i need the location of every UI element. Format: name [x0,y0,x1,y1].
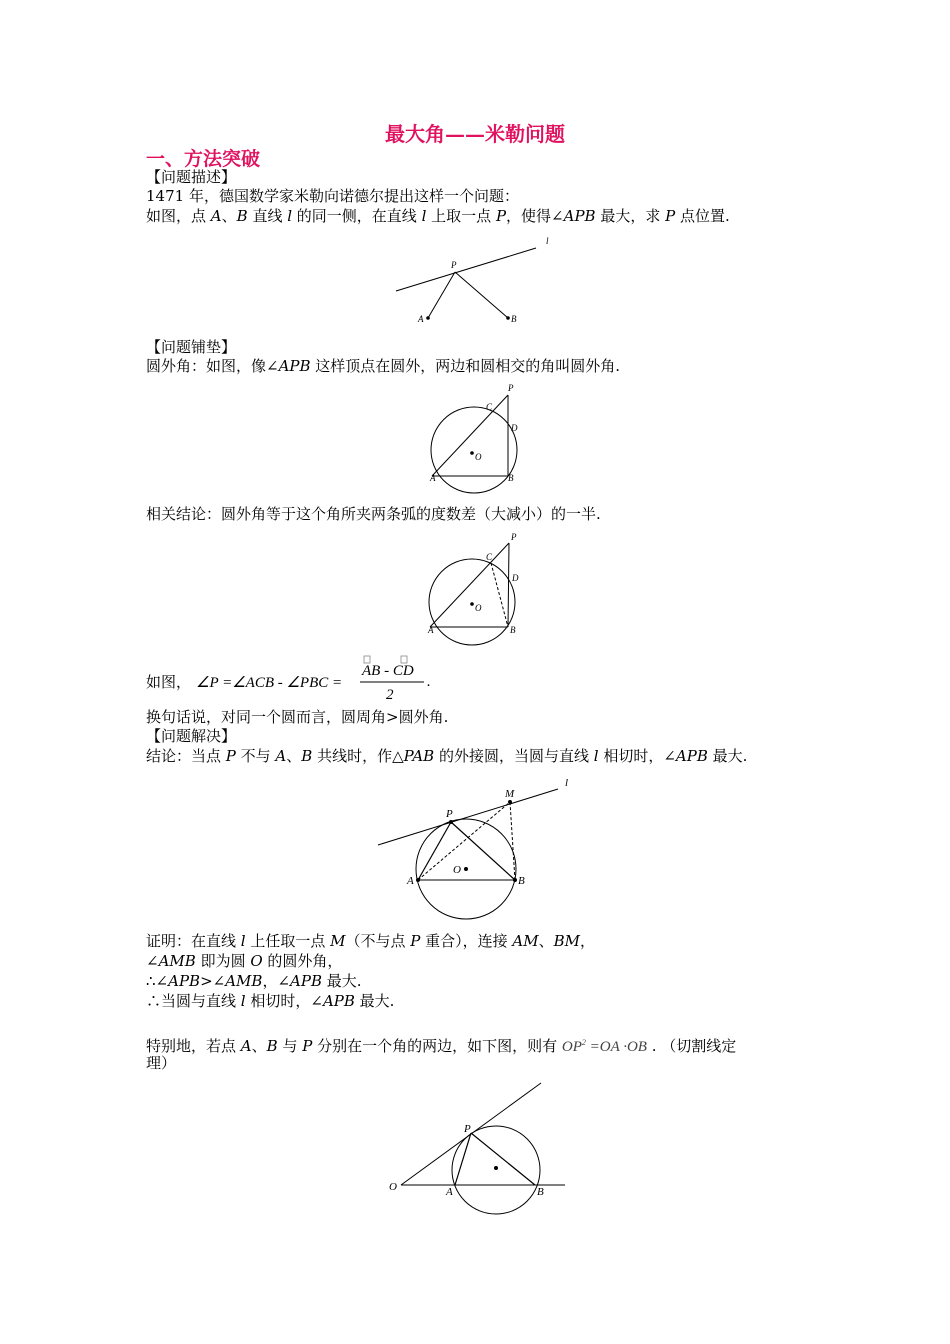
text-run: 共线时，作△ [312,747,404,765]
text-run: >∠ [200,972,226,990]
text-run: 、 [221,207,237,225]
text-run: ，使得∠ [506,207,564,225]
formula-exponent: 2 [581,1038,586,1047]
label-B: B [508,473,514,483]
label-A: A [418,314,424,324]
math-var: BM [553,932,581,950]
label-M: M [505,788,515,800]
math-var: P [410,932,421,950]
label-B: B [537,1186,544,1198]
text-run: 最大. [707,747,748,765]
label-P: P [451,260,457,270]
text-run: 直线 [247,207,288,225]
label-D: D [511,423,518,433]
text-run: 的圆外角， [262,952,343,970]
math-var: P [665,207,676,225]
label-C: C [486,402,493,412]
related-conclusion: 相关结论：圆外角等于这个角所夹两条弧的度数差（大减小）的一半. [146,505,601,523]
text-run: . （切割线定 [646,1037,737,1055]
text-run: 最大，求 [595,207,666,225]
problem-desc-line1: 1471 年，德国数学家米勒向诺德尔提出这样一个问题： [146,187,519,205]
label-P: P [464,1123,471,1135]
section-heading: 一、方法突破 [146,148,261,170]
text-run: （不与点 [345,932,411,950]
fraction-numerator: AB - CD [362,663,414,679]
math-var: l [421,207,427,225]
math-var: APB [322,992,355,1010]
math-var: APB [675,747,708,765]
text-run: 相切时，∠ [245,992,323,1010]
math-var: APB [563,207,596,225]
text-run: 圆外角：如图，像∠ [146,357,279,375]
special-line2: 理） [146,1054,177,1072]
text-run: ， [580,932,596,950]
text-run: 如图，点 [146,207,211,225]
label-O: O [475,452,482,462]
math-var: AM [512,932,539,950]
text-run: ，∠ [262,972,291,990]
math-var: B [301,747,313,765]
math-var: l [240,932,246,950]
text-run: 结论：当点 [146,747,226,765]
math-var: A [275,747,287,765]
math-var: O [250,952,263,970]
math-var: AMB [158,952,196,970]
pave-heading: 【问题铺垫】 [146,338,237,356]
label-l: l [565,777,569,789]
text-run: 、 [251,1037,267,1055]
label-P: P [511,532,517,542]
formula-prefix: 如图， [146,673,192,691]
text-run: 上任取一点 [245,932,331,950]
label-A: A [430,473,436,483]
text-run: 的外接圆，当圆与直线 [434,747,594,765]
text-run: 即为圆 [195,952,251,970]
label-O: O [389,1181,397,1193]
label-l: l [546,236,549,246]
formula-lhs: ∠P =∠ACB - ∠PBC = [196,675,343,691]
solve-heading: 【问题解决】 [146,727,237,745]
text-run: 与 [277,1037,303,1055]
text-run: 、 [286,747,302,765]
label-O: O [453,864,461,876]
text-run: 最大. [321,972,362,990]
math-var: AMB [225,972,263,990]
text-run: ∴∠ [146,972,169,990]
text-run: 最大. [354,992,395,1010]
text-run: 上取一点 [426,207,496,225]
label-B: B [510,625,516,635]
text-run: 这样顶点在圆外，两边和圆相交的角叫圆外角. [310,357,621,375]
segment-PB [471,1133,535,1185]
label-A: A [407,875,414,887]
math-var: l [240,992,246,1010]
page-title: 最大角——米勒问题 [385,122,565,146]
math-var: APB [278,357,311,375]
text-run: 重合），连接 [420,932,513,950]
text-run: 、 [538,932,554,950]
text-run: ∠ [146,952,159,970]
formula-suffix: . [427,674,431,690]
text-run: 证明：在直线 [146,932,241,950]
text-run: 不与 [235,747,276,765]
text-run: 的同一侧，在直线 [292,207,422,225]
math-var: APB [168,972,201,990]
label-C: C [486,552,493,562]
label-A: A [446,1186,453,1198]
formula-rest: =OA ·OB [585,1039,647,1055]
label-A: A [428,625,434,635]
math-var: APB [290,972,322,990]
text-run: 特别地，若点 [146,1037,241,1055]
math-var: A [240,1037,252,1055]
math-var: M [330,932,346,950]
text-run: 分别在一个角的两边，如下图，则有 [312,1037,562,1055]
math-var: B [266,1037,278,1055]
text-run: 相切时，∠ [598,747,676,765]
math-var: B [236,207,248,225]
math-var: A [210,207,222,225]
text-run: ∴当圆与直线 [146,992,241,1010]
label-B: B [511,314,517,324]
math-var: P [225,747,236,765]
math-var: l [593,747,599,765]
label-P: P [446,808,453,820]
math-var: PAB [403,747,435,765]
in-other-words: 换句话说，对同一个圆而言，圆周角>圆外角. [146,708,449,726]
fraction-denominator: 2 [386,687,394,703]
math-var: l [287,207,293,225]
center-point [494,1166,498,1170]
label-O: O [475,603,482,613]
problem-desc-heading: 【问题描述】 [146,168,237,186]
formula-op: OP [561,1039,582,1055]
label-P: P [508,383,514,393]
label-D: D [512,573,519,583]
text-run: 点位置. [675,207,730,225]
math-var: P [495,207,507,225]
label-B: B [518,875,525,887]
math-var: P [302,1037,313,1055]
